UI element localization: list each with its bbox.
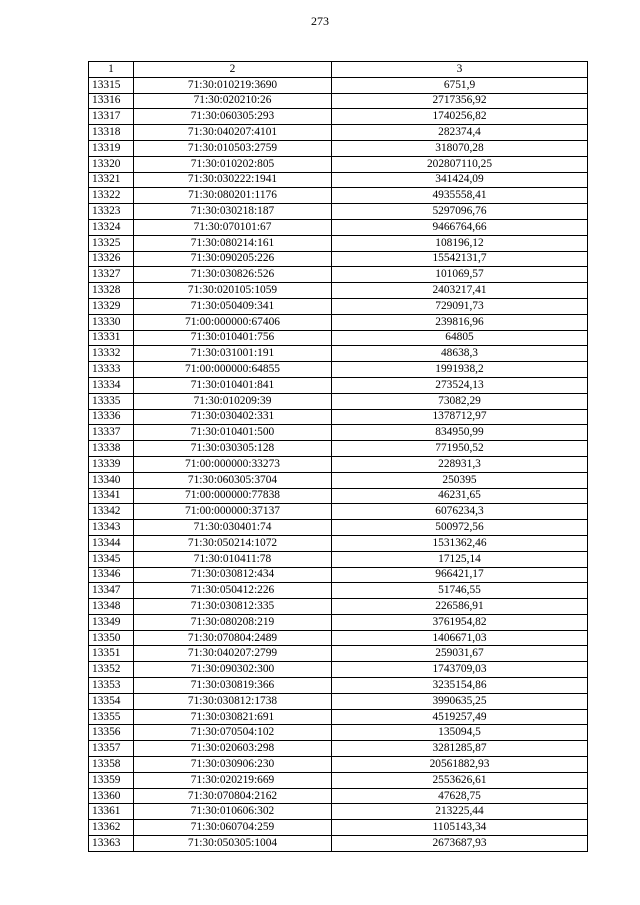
cadastral-number-cell: 71:30:050412:226 [134, 583, 332, 599]
value-cell: 500972,56 [332, 520, 588, 536]
row-number-cell: 13325 [89, 235, 134, 251]
row-number-cell: 13358 [89, 757, 134, 773]
row-number-cell: 13346 [89, 567, 134, 583]
table-row [89, 504, 588, 520]
cadastral-number-cell: 71:30:080201:1176 [134, 188, 332, 204]
value-cell: 46231,65 [332, 488, 588, 504]
value-cell: 1105143,34 [332, 820, 588, 836]
value-cell: 1531362,46 [332, 535, 588, 551]
row-number-cell: 13353 [89, 678, 134, 694]
cadastral-number-cell: 71:30:050305:1004 [134, 836, 332, 852]
value-cell: 226586,91 [332, 599, 588, 615]
row-number-cell: 13351 [89, 646, 134, 662]
row-number-cell: 13332 [89, 346, 134, 362]
table-row [89, 188, 588, 204]
table-row [89, 77, 588, 93]
column-header-1: 1 [89, 62, 134, 78]
value-cell: 48638,3 [332, 346, 588, 362]
row-number-cell: 13363 [89, 836, 134, 852]
table-row [89, 788, 588, 804]
row-number-cell: 13317 [89, 109, 134, 125]
table-row [89, 125, 588, 141]
value-cell: 771950,52 [332, 441, 588, 457]
row-number-cell: 13330 [89, 314, 134, 330]
table-row [89, 267, 588, 283]
table-row [89, 836, 588, 852]
row-number-cell: 13324 [89, 219, 134, 235]
row-number-cell: 13352 [89, 662, 134, 678]
cadastral-number-cell: 71:30:020603:298 [134, 741, 332, 757]
cadastral-number-cell: 71:30:010503:2759 [134, 140, 332, 156]
cadastral-number-cell: 71:30:030812:434 [134, 567, 332, 583]
cadastral-number-cell: 71:30:030218:187 [134, 204, 332, 220]
row-number-cell: 13329 [89, 298, 134, 314]
table-row [89, 409, 588, 425]
value-cell: 108196,12 [332, 235, 588, 251]
table-row [89, 630, 588, 646]
value-cell: 2553626,61 [332, 772, 588, 788]
value-cell: 239816,96 [332, 314, 588, 330]
table-row [89, 535, 588, 551]
value-cell: 3761954,82 [332, 614, 588, 630]
cadastral-number-cell: 71:00:000000:67406 [134, 314, 332, 330]
value-cell: 3235154,86 [332, 678, 588, 694]
row-number-cell: 13350 [89, 630, 134, 646]
table-row [89, 362, 588, 378]
table-row [89, 741, 588, 757]
cadastral-number-cell: 71:30:070804:2489 [134, 630, 332, 646]
row-number-cell: 13342 [89, 504, 134, 520]
data-table [88, 61, 588, 852]
row-number-cell: 13357 [89, 741, 134, 757]
cadastral-number-cell: 71:30:031001:191 [134, 346, 332, 362]
value-cell: 259031,67 [332, 646, 588, 662]
value-cell: 9466764,66 [332, 219, 588, 235]
table-row [89, 488, 588, 504]
cadastral-number-cell: 71:30:050214:1072 [134, 535, 332, 551]
cadastral-number-cell: 71:30:010401:500 [134, 425, 332, 441]
value-cell: 64805 [332, 330, 588, 346]
value-cell: 15542131,7 [332, 251, 588, 267]
cadastral-number-cell: 71:00:000000:33273 [134, 456, 332, 472]
cadastral-number-cell: 71:30:010202:805 [134, 156, 332, 172]
value-cell: 834950,99 [332, 425, 588, 441]
value-cell: 73082,29 [332, 393, 588, 409]
row-number-cell: 13347 [89, 583, 134, 599]
row-number-cell: 13334 [89, 377, 134, 393]
value-cell: 135094,5 [332, 725, 588, 741]
value-cell: 1378712,97 [332, 409, 588, 425]
cadastral-number-cell: 71:30:030906:230 [134, 757, 332, 773]
cadastral-number-cell: 71:30:040207:4101 [134, 125, 332, 141]
row-number-cell: 13343 [89, 520, 134, 536]
value-cell: 4519257,49 [332, 709, 588, 725]
table-row [89, 425, 588, 441]
table-row [89, 298, 588, 314]
row-number-cell: 13327 [89, 267, 134, 283]
table-row [89, 204, 588, 220]
row-number-cell: 13333 [89, 362, 134, 378]
table-row [89, 725, 588, 741]
cadastral-number-cell: 71:30:060305:3704 [134, 472, 332, 488]
value-cell: 3990635,25 [332, 693, 588, 709]
cadastral-number-cell: 71:30:040207:2799 [134, 646, 332, 662]
cadastral-number-cell: 71:30:030812:335 [134, 599, 332, 615]
column-header-2: 2 [134, 62, 332, 78]
value-cell: 3281285,87 [332, 741, 588, 757]
table-row [89, 377, 588, 393]
value-cell: 1740256,82 [332, 109, 588, 125]
table-row [89, 109, 588, 125]
row-number-cell: 13331 [89, 330, 134, 346]
table-row [89, 472, 588, 488]
cadastral-number-cell: 71:30:090205:226 [134, 251, 332, 267]
value-cell: 1406671,03 [332, 630, 588, 646]
row-number-cell: 13319 [89, 140, 134, 156]
page-number: 273 [311, 14, 329, 28]
cadastral-number-cell: 71:30:030402:331 [134, 409, 332, 425]
value-cell: 341424,09 [332, 172, 588, 188]
cadastral-number-cell: 71:30:030821:691 [134, 709, 332, 725]
value-cell: 228931,3 [332, 456, 588, 472]
cadastral-number-cell: 71:30:020219:669 [134, 772, 332, 788]
cadastral-number-cell: 71:30:060704:259 [134, 820, 332, 836]
row-number-cell: 13359 [89, 772, 134, 788]
table-row [89, 393, 588, 409]
cadastral-number-cell: 71:30:060305:293 [134, 109, 332, 125]
row-number-cell: 13337 [89, 425, 134, 441]
row-number-cell: 13335 [89, 393, 134, 409]
cadastral-number-cell: 71:00:000000:64855 [134, 362, 332, 378]
cadastral-number-cell: 71:30:030819:366 [134, 678, 332, 694]
row-number-cell: 13321 [89, 172, 134, 188]
cadastral-number-cell: 71:30:030222:1941 [134, 172, 332, 188]
row-number-cell: 13320 [89, 156, 134, 172]
cadastral-number-cell: 71:30:030305:128 [134, 441, 332, 457]
table-row [89, 820, 588, 836]
cadastral-number-cell: 71:30:030401:74 [134, 520, 332, 536]
value-cell: 1991938,2 [332, 362, 588, 378]
value-cell: 6076234,3 [332, 504, 588, 520]
value-cell: 17125,14 [332, 551, 588, 567]
table-row [89, 757, 588, 773]
table-row [89, 93, 588, 109]
table-row [89, 551, 588, 567]
row-number-cell: 13355 [89, 709, 134, 725]
row-number-cell: 13336 [89, 409, 134, 425]
cadastral-number-cell: 71:30:070504:102 [134, 725, 332, 741]
table-row [89, 314, 588, 330]
row-number-cell: 13316 [89, 93, 134, 109]
cadastral-number-cell: 71:30:010219:3690 [134, 77, 332, 93]
table-row [89, 219, 588, 235]
row-number-cell: 13361 [89, 804, 134, 820]
table-row [89, 251, 588, 267]
row-number-cell: 13349 [89, 614, 134, 630]
value-cell: 202807110,25 [332, 156, 588, 172]
row-number-cell: 13360 [89, 788, 134, 804]
table-row [89, 599, 588, 615]
table-row [89, 646, 588, 662]
cadastral-number-cell: 71:30:030826:526 [134, 267, 332, 283]
row-number-cell: 13328 [89, 283, 134, 299]
table-row [89, 662, 588, 678]
table-row [89, 520, 588, 536]
table-row [89, 614, 588, 630]
cadastral-number-cell: 71:30:050409:341 [134, 298, 332, 314]
table-row [89, 583, 588, 599]
row-number-cell: 13345 [89, 551, 134, 567]
cadastral-number-cell: 71:30:090302:300 [134, 662, 332, 678]
cadastral-number-cell: 71:30:010209:39 [134, 393, 332, 409]
table-row [89, 693, 588, 709]
row-number-cell: 13341 [89, 488, 134, 504]
table-row [89, 456, 588, 472]
cadastral-number-cell: 71:30:080208:219 [134, 614, 332, 630]
value-cell: 1743709,03 [332, 662, 588, 678]
table-row [89, 567, 588, 583]
row-number-cell: 13322 [89, 188, 134, 204]
cadastral-number-cell: 71:30:010401:756 [134, 330, 332, 346]
value-cell: 2403217,41 [332, 283, 588, 299]
value-cell: 6751,9 [332, 77, 588, 93]
row-number-cell: 13323 [89, 204, 134, 220]
table-row [89, 140, 588, 156]
cadastral-number-cell: 71:30:010401:841 [134, 377, 332, 393]
table-row [89, 330, 588, 346]
table-row [89, 709, 588, 725]
row-number-cell: 13354 [89, 693, 134, 709]
value-cell: 273524,13 [332, 377, 588, 393]
value-cell: 4935558,41 [332, 188, 588, 204]
row-number-cell: 13340 [89, 472, 134, 488]
row-number-cell: 13362 [89, 820, 134, 836]
cadastral-number-cell: 71:30:020210:26 [134, 93, 332, 109]
value-cell: 213225,44 [332, 804, 588, 820]
value-cell: 318070,28 [332, 140, 588, 156]
column-header-3: 3 [332, 62, 588, 78]
row-number-cell: 13315 [89, 77, 134, 93]
value-cell: 282374,4 [332, 125, 588, 141]
table-row [89, 772, 588, 788]
cadastral-number-cell: 71:30:020105:1059 [134, 283, 332, 299]
value-cell: 966421,17 [332, 567, 588, 583]
table-row [89, 441, 588, 457]
value-cell: 729091,73 [332, 298, 588, 314]
cadastral-number-cell: 71:30:080214:161 [134, 235, 332, 251]
cadastral-number-cell: 71:30:030812:1738 [134, 693, 332, 709]
cadastral-number-cell: 71:00:000000:77838 [134, 488, 332, 504]
row-number-cell: 13348 [89, 599, 134, 615]
cadastral-number-cell: 71:30:010606:302 [134, 804, 332, 820]
table-row [89, 283, 588, 299]
cadastral-number-cell: 71:30:070101:67 [134, 219, 332, 235]
cadastral-number-cell: 71:30:010411:78 [134, 551, 332, 567]
table-row [89, 678, 588, 694]
row-number-cell: 13356 [89, 725, 134, 741]
row-number-cell: 13318 [89, 125, 134, 141]
cadastral-number-cell: 71:00:000000:37137 [134, 504, 332, 520]
row-number-cell: 13339 [89, 456, 134, 472]
value-cell: 20561882,93 [332, 757, 588, 773]
table-row [89, 172, 588, 188]
value-cell: 101069,57 [332, 267, 588, 283]
table-row [89, 235, 588, 251]
value-cell: 47628,75 [332, 788, 588, 804]
value-cell: 51746,55 [332, 583, 588, 599]
header-row [89, 62, 588, 78]
table-row [89, 804, 588, 820]
row-number-cell: 13344 [89, 535, 134, 551]
row-number-cell: 13338 [89, 441, 134, 457]
table-row [89, 156, 588, 172]
value-cell: 2717356,92 [332, 93, 588, 109]
value-cell: 250395 [332, 472, 588, 488]
cadastral-number-cell: 71:30:070804:2162 [134, 788, 332, 804]
table-row [89, 346, 588, 362]
value-cell: 5297096,76 [332, 204, 588, 220]
table-body [89, 77, 588, 851]
value-cell: 2673687,93 [332, 836, 588, 852]
row-number-cell: 13326 [89, 251, 134, 267]
